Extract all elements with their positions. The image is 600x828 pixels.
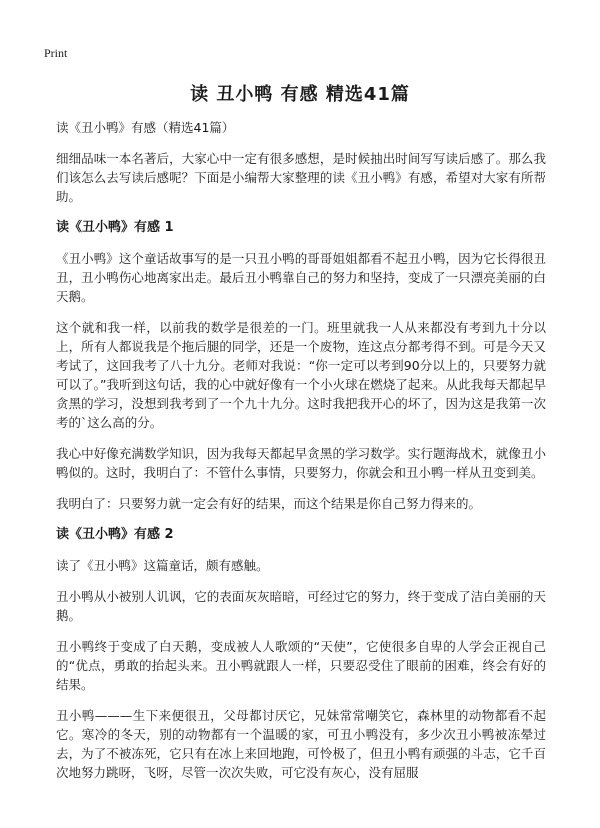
section-heading: 读《丑小鸭》有感 1 — [56, 220, 174, 235]
paragraph: 《丑小鸭》这个童话故事写的是一只丑小鸭的哥哥姐姐都看不起丑小鸭，因为它长得很丑丑，丑小鸭伤心地离家出走。最后丑小鸭靠自己的努力和坚持，变成了一只漂亮美丽的白天鹅。 — [56, 251, 546, 304]
paragraph: 丑小鸭———生下来便很丑，父母都讨厌它，兄妹常常嘲笑它，森林里的动物都看不起它。寒冷的冬天，别的动物都有一个温暖的家，可丑小鸭没有，多少次丑小鸭被冻晕过去，为了不被冻死，它只有在冰上来回地跑，可怜极了，但丑小鸭有顽强的斗志，它千百次地努力跳呀，飞呀，尽管一次次失败，可它没有灰心，没有屈服 — [56, 708, 546, 780]
paragraph: 丑小鸭从小被别人讥讽，它的表面灰灰暗暗，可经过它的努力，终于变成了洁白美丽的天鹅。 — [56, 589, 546, 623]
document-body — [56, 118, 546, 794]
page-title: 读 丑小鸭 有感 精选41篇 — [190, 84, 410, 105]
section-heading: 读《丑小鸭》有感 2 — [56, 527, 174, 542]
paragraph: 这个就和我一样，以前我的数学是很差的一门。班里就我一人从来都没有考到九十分以上，所有人都说我是个拖后腿的同学，还是一个废物，连这点分都考得不到。可是今天又考试了，这回我考了八十九分。老师对我说：“你一定可以考到90分以上的，只要努力就可以了。”我听到这句话，我的心中就好像有一个小火球在燃烧了起来。从此我每天都起早贪黑的学习，没想到我考到了一个九十九分。这时我把我开心的坏了，因为这是我第一次考的`这么高的分。 — [56, 320, 546, 430]
paragraph: 我明白了：只要努力就一定会有好的结果，而这个结果是你自己努力得来的。 — [56, 496, 482, 511]
paragraph: 我心中好像充满数学知识，因为我每天都起早贪黑的学习数学。实行题海战术，就像丑小鸭似的。这时，我明白了：不管什么事情，只要努力，你就会和丑小鸭一样从丑变到美。 — [56, 446, 546, 480]
paragraph: 丑小鸭终于变成了白天鹅，变成被人人歌颂的“天使”，它使很多自卑的人学会正视自己的“优点，勇敢的抬起头来。丑小鸭就跟人一样，只要忍受住了眼前的困难，终会有好的结果。 — [56, 639, 546, 692]
print-link[interactable]: Print — [44, 46, 68, 60]
document-subtitle: 读《丑小鸭》有感（精选41篇） — [56, 120, 235, 135]
intro-paragraph: 细细品味一本名著后，大家心中一定有很多感想，是时候抽出时间写写读后感了。那么我们该怎么去写读后感呢？下面是小编帮大家整理的读《丑小鸭》有感，希望对大家有所帮助。 — [56, 151, 546, 204]
paragraph: 读了《丑小鸭》这篇童话，颇有感触。 — [56, 558, 269, 573]
